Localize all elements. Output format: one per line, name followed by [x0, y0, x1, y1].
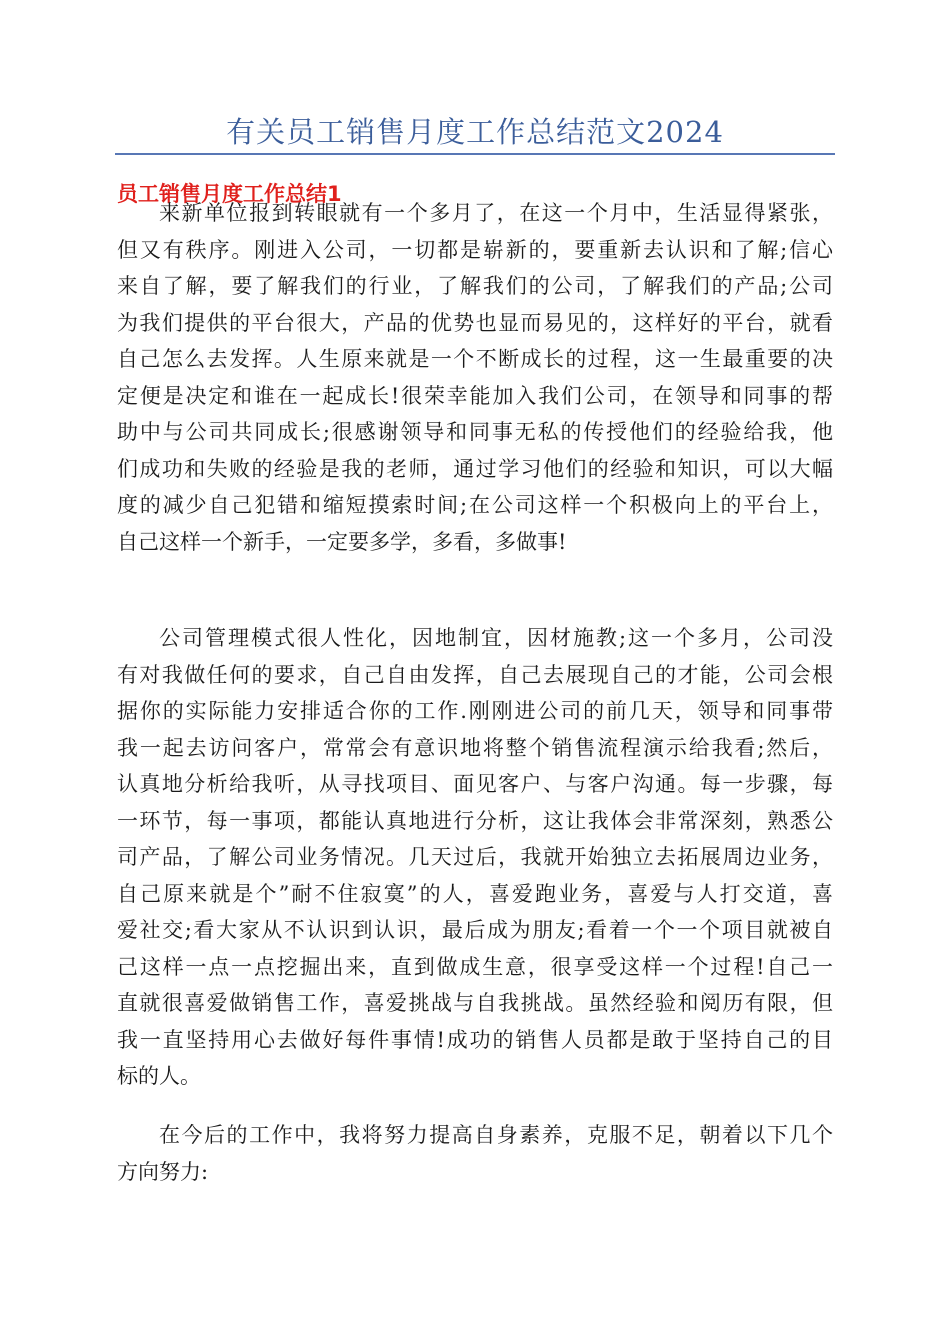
- paragraph-line: 们成功和失败的经验是我的老师，通过学习他们的经验和知识，可以大幅: [117, 456, 833, 481]
- paragraph-line: 一环节，每一事项，都能认真地进行分析，这让我体会非常深刻，熟悉公: [117, 808, 833, 833]
- paragraph-line: 助中与公司共同成长;很感谢领导和同事无私的传授他们的经验给我，他: [117, 420, 833, 444]
- section-heading: 员工销售月度工作总结1: [117, 182, 342, 206]
- paragraph-1: [117, 195, 833, 560]
- paragraph-line: 为我们提供的平台很大，产品的优势也显而易见的，这样好的平台，就看: [117, 310, 833, 335]
- paragraph-line: 我一起去访问客户，常常会有意识地将整个销售流程演示给我看;然后，: [117, 735, 833, 760]
- paragraph-line: 我一直坚持用心去做好每件事情!成功的销售人员都是敢于坚持自己的目: [117, 1027, 833, 1052]
- paragraph-line: 认真地分析给我听，从寻找项目、面见客户、与客户沟通。每一步骤，每: [117, 772, 833, 796]
- paragraph-line: 有对我做任何的要求，自己自由发挥，自己去展现自己的才能，公司会根: [117, 662, 833, 687]
- paragraph-line: 来自了解，要了解我们的行业，了解我们的公司，了解我们的产品;公司: [117, 274, 833, 298]
- paragraph-line: 定便是决定和谁在一起成长!很荣幸能加入我们公司，在领导和同事的帮: [117, 383, 833, 408]
- paragraph-line: 己这样一点一点挖掘出来，直到做成生意，很享受这样一个过程!自己一: [117, 954, 833, 979]
- paragraph-line: 标的人。: [117, 1064, 201, 1088]
- paragraph-line: 自己原来就是个”耐不住寂寞”的人，喜爱跑业务，喜爱与人打交道，喜: [117, 881, 833, 906]
- paragraph-line: 自己怎么去发挥。人生原来就是一个不断成长的过程，这一生最重要的决: [117, 347, 833, 371]
- paragraph-3: [117, 1117, 833, 1190]
- paragraph-line: 司产品，了解公司业务情况。几天过后，我就开始独立去拓展周边业务，: [117, 845, 833, 869]
- paragraph-line: 据你的实际能力安排适合你的工作.刚刚进公司的前几天，领导和同事带: [117, 699, 833, 723]
- document-title: 有关员工销售月度工作总结范文2024: [226, 115, 724, 149]
- paragraph-line: 度的减少自己犯错和缩短摸索时间;在公司这样一个积极向上的平台上，: [117, 493, 833, 517]
- paragraph-line: 方向努力:: [117, 1159, 209, 1184]
- paragraph-line: 在今后的工作中，我将努力提高自身素养，克服不足，朝着以下几个: [159, 1123, 833, 1147]
- paragraph-line: 直就很喜爱做销售工作，喜爱挑战与自我挑战。虽然经验和阅历有限，但: [117, 991, 833, 1015]
- paragraph-line: 爱社交;看大家从不认识到认识，最后成为朋友;看着一个一个项目就被自: [117, 918, 833, 942]
- title-underline: [115, 153, 835, 155]
- paragraph-line: 来新单位报到转眼就有一个多月了，在这一个月中，生活显得紧张，: [159, 201, 833, 225]
- paragraph-2: [117, 620, 833, 1095]
- paragraph-line: 自己这样一个新手，一定要多学，多看，多做事!: [117, 529, 567, 554]
- paragraph-line: 公司管理模式很人性化，因地制宜，因材施教;这一个多月，公司没: [159, 626, 833, 650]
- paragraph-line: 但又有秩序。刚进入公司，一切都是崭新的，要重新去认识和了解;信心: [117, 237, 833, 262]
